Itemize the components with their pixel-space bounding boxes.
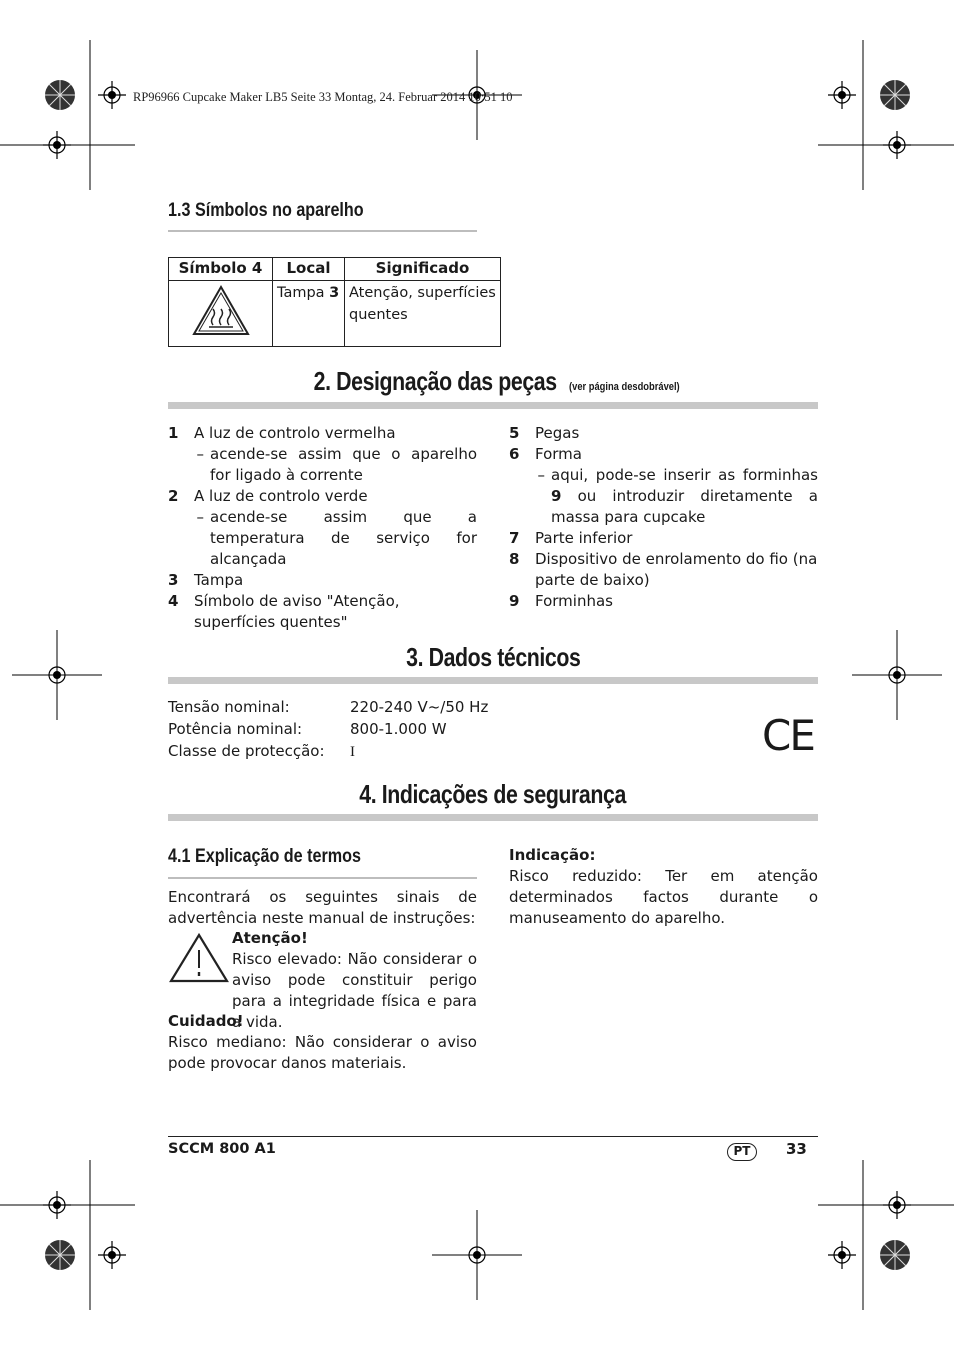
table-cell-meaning: Atenção, superfícies quentes xyxy=(345,281,501,347)
section-1-3-title: 1.3 Símbolos no aparelho xyxy=(168,200,364,221)
section-1-3-rule xyxy=(168,230,477,232)
list-item: 2 A luz de controlo verde xyxy=(168,487,368,505)
section-2-title: 2. Designação das peças xyxy=(313,366,557,396)
table-cell-symbol xyxy=(169,281,273,347)
note-title: Indicação: xyxy=(509,846,596,864)
print-info: RP96966 Cupcake Maker LB5 Seite 33 Montag, 24. Februar 2014 10:51 10 xyxy=(133,90,513,104)
warning-title: Atenção! xyxy=(232,929,308,947)
section-4-1-title: 4.1 Explicação de termos xyxy=(168,846,362,867)
footer-model: SCCM 800 A1 xyxy=(168,1141,276,1157)
warning-triangle-icon xyxy=(168,932,230,984)
tech-row: Tensão nominal: 220-240 V~/50 Hz xyxy=(168,698,489,716)
warning-text: Risco elevado: Não considerar o aviso pode constituir perigo para a integridade física e para a vida. xyxy=(232,950,477,1031)
list-item: 4 Símbolo de aviso "Atenção, superfícies quentes" xyxy=(168,592,400,631)
parts-list-left xyxy=(168,423,477,633)
list-item: 1 A luz de controlo vermelha xyxy=(168,424,396,442)
table-header-symbol: Símbolo 4 xyxy=(169,258,273,281)
section-2-note: (ver página desdobrável) xyxy=(569,381,680,393)
list-subitem: – acende-se assim que a temperatura de serviço for alcançada xyxy=(196,508,477,568)
tech-row: Classe de protecção: I xyxy=(168,742,355,760)
caution-text: Risco mediano: Não considerar o aviso pode provocar danos materiais. xyxy=(168,1033,477,1072)
note-text: Risco reduzido: Ter em atenção determinados factos durante o manuseamento do aparelho. xyxy=(509,867,818,927)
caution-block xyxy=(168,1011,477,1074)
table-header-local: Local xyxy=(273,258,345,281)
list-subitem: – acende-se assim que o aparelho for ligado à corrente xyxy=(196,445,477,484)
ce-mark-logo: CE xyxy=(762,711,814,760)
list-subitem: – aqui, pode-se inserir as forminhas 9 ou introduzir diretamente a massa para cupcake xyxy=(537,466,818,526)
footer-rule xyxy=(168,1136,818,1137)
intro-text: Encontrará os seguintes sinais de advertência neste manual de instruções: xyxy=(168,888,477,927)
tech-row: Potência nominal: 800-1.000 W xyxy=(168,720,447,738)
list-item: 7 Parte inferior xyxy=(509,529,633,547)
language-badge: PT xyxy=(727,1143,757,1161)
list-item: 5 Pegas xyxy=(509,424,580,442)
hot-surface-warning-icon xyxy=(191,283,251,337)
section-3-title: 3. Dados técnicos xyxy=(405,642,581,672)
tech-data xyxy=(168,696,568,763)
section-3-bar xyxy=(168,677,818,684)
caution-title: Cuidado! xyxy=(168,1012,244,1030)
section-4-title: 4. Indicações de segurança xyxy=(359,779,627,809)
section-4-heading xyxy=(168,779,818,810)
table-header-meaning: Significado xyxy=(345,258,501,281)
section-3-heading xyxy=(168,642,818,673)
symbols-table xyxy=(168,257,501,347)
list-item: 3 Tampa xyxy=(168,571,244,589)
list-item: 9 Forminhas xyxy=(509,592,613,610)
parts-list-right xyxy=(509,423,818,612)
section-4-bar xyxy=(168,814,818,821)
section-4-1-rule xyxy=(168,877,477,879)
list-item: 8 Dispositivo de enrolamento do fio (na parte de baixo) xyxy=(509,550,818,589)
section-2-heading xyxy=(168,366,818,397)
list-item: 6 Forma xyxy=(509,445,582,463)
section-2-bar xyxy=(168,402,818,409)
table-cell-local: Tampa 3 xyxy=(273,281,345,347)
note-block xyxy=(509,845,818,929)
page-number: 33 xyxy=(786,1140,807,1158)
